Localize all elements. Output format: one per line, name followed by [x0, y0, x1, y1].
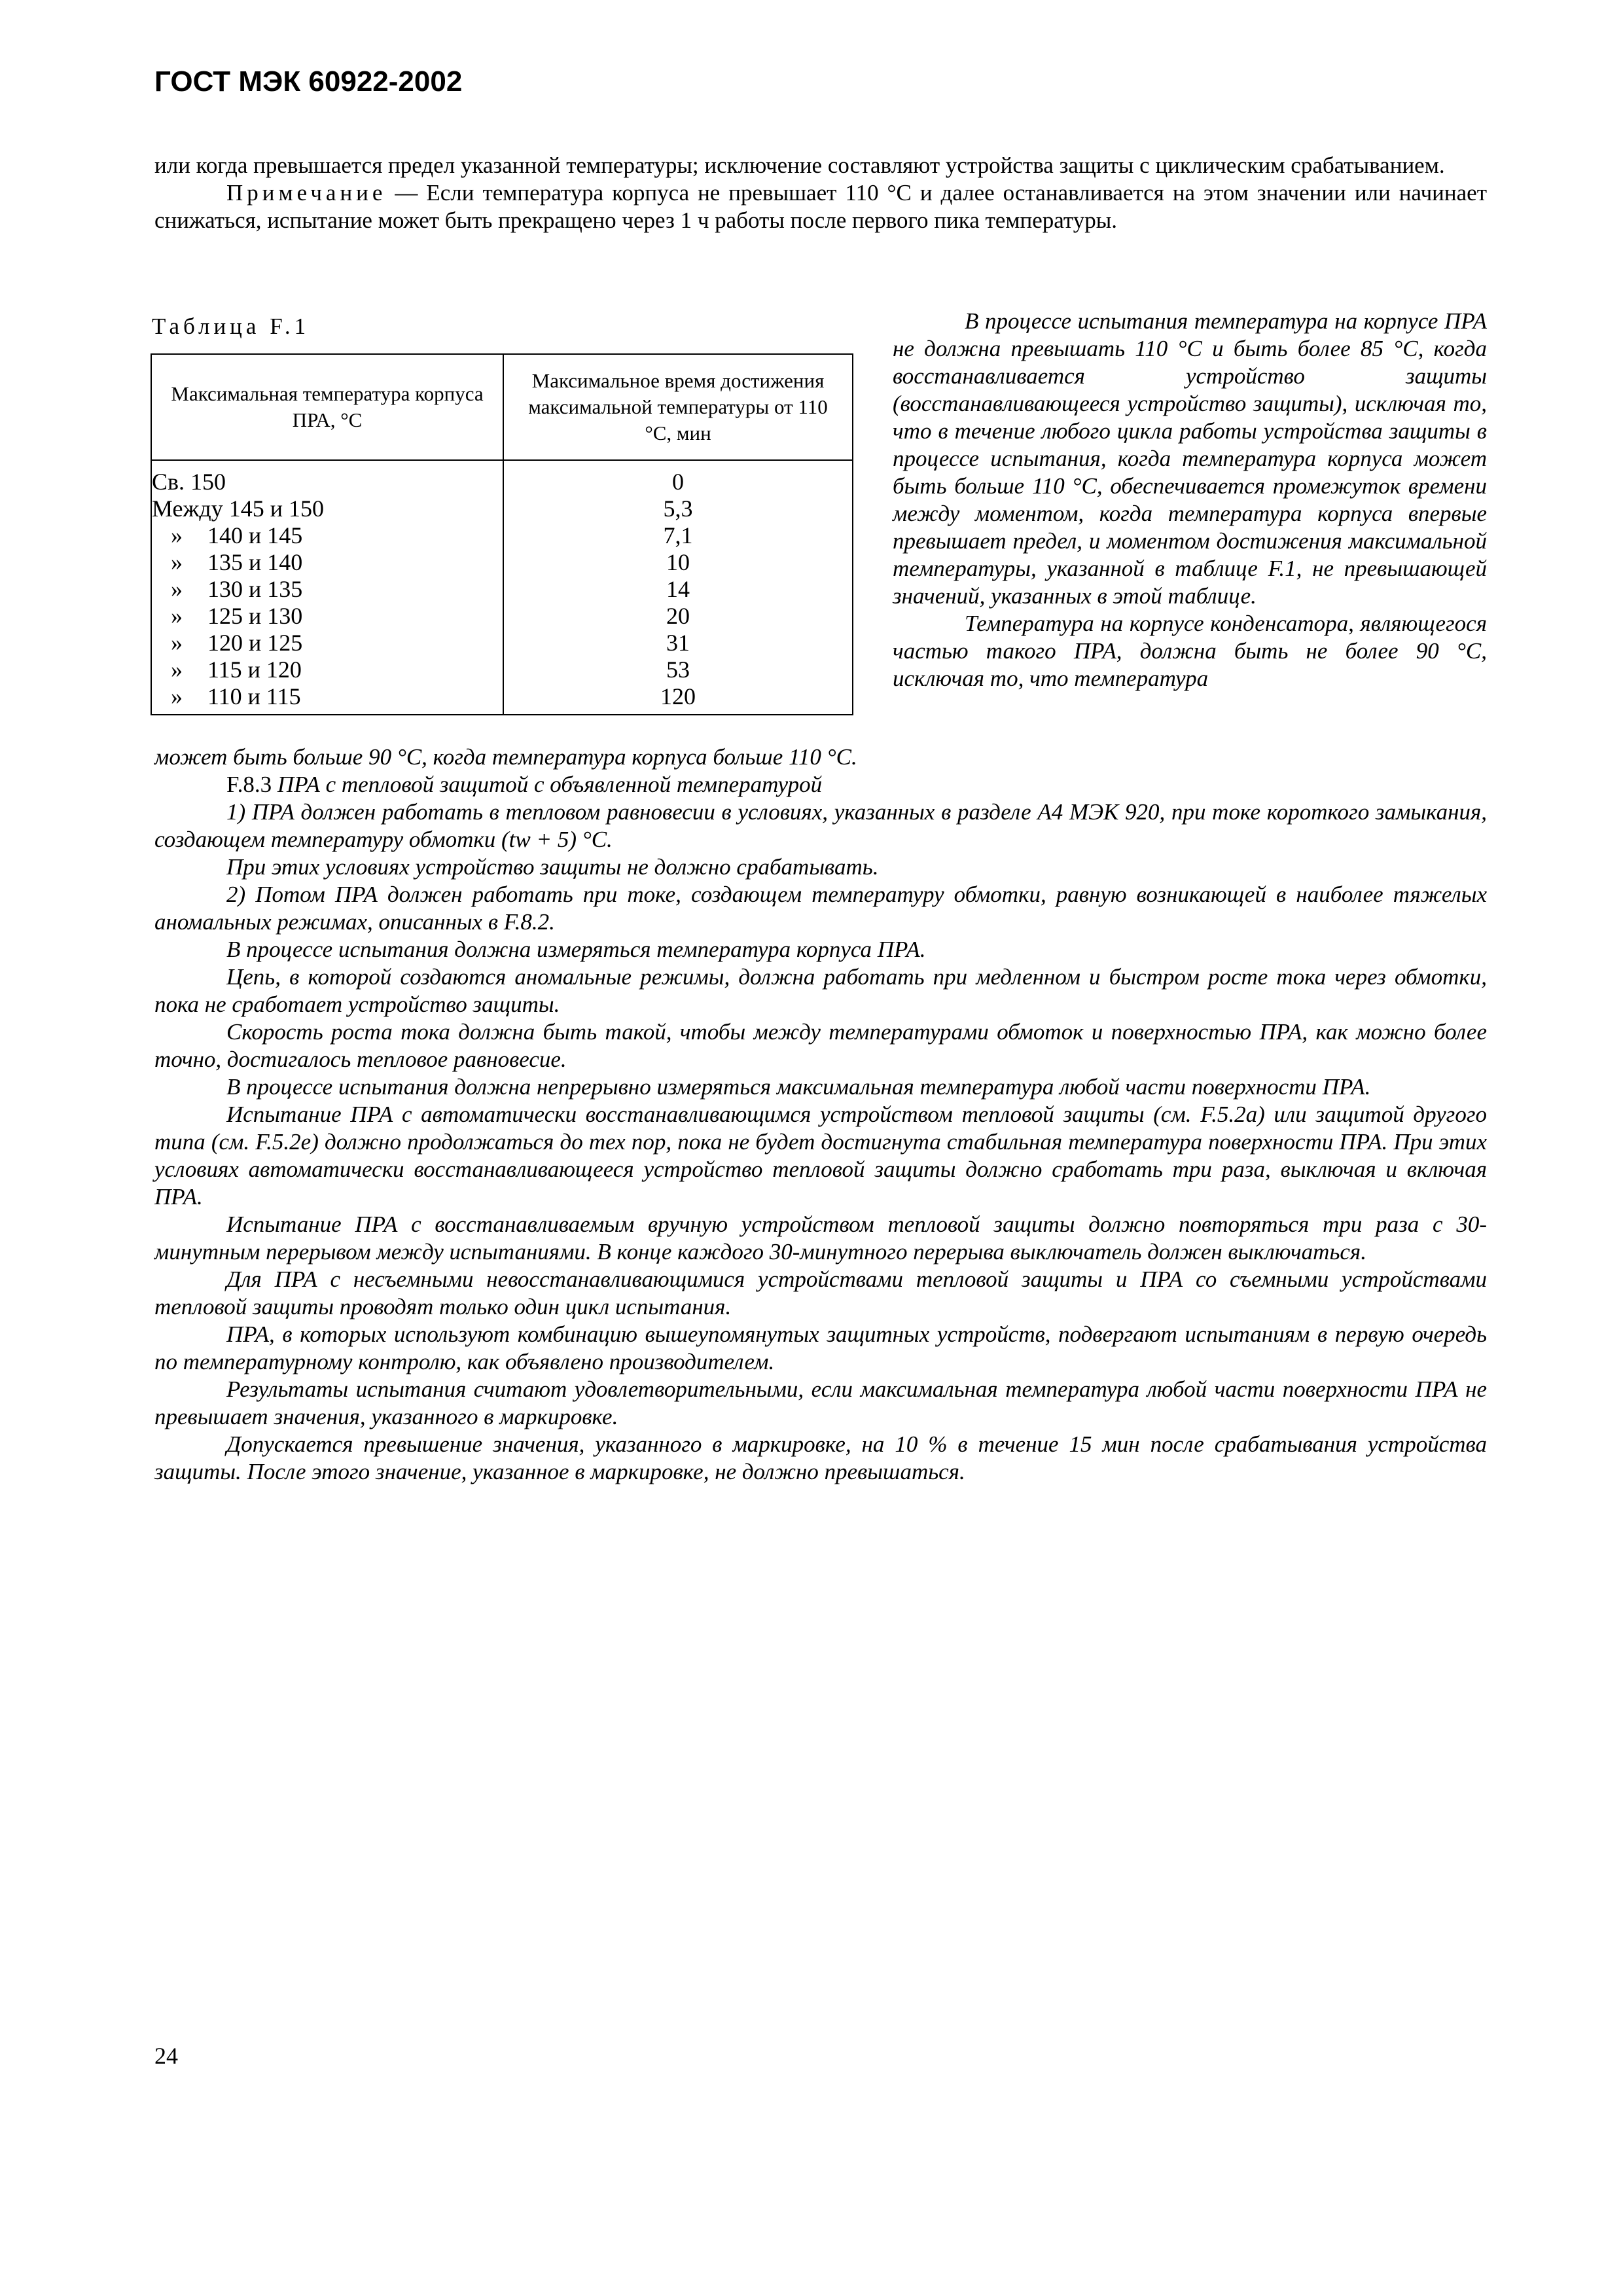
table-header-row: [151, 354, 853, 460]
table-row-label: [152, 576, 503, 603]
side-paragraph: Температура на корпусе конденсатора, являющегося частью такого ПРА, должна быть не более 90 °С, исключая то, что температура: [893, 611, 1487, 691]
side-column-text: [893, 308, 1487, 692]
table-row-value: 10: [666, 549, 690, 575]
table-row-label: [152, 549, 503, 576]
row-range: 125 и 130: [207, 603, 303, 629]
table-row-value: 20: [666, 603, 690, 629]
table-row-value: 53: [666, 656, 690, 683]
table-row-label: [152, 683, 503, 710]
row-range: 115 и 120: [207, 656, 302, 683]
table-cell-time: [503, 460, 853, 715]
row-prefix: »: [171, 522, 183, 548]
table-row-label: [152, 603, 503, 630]
row-prefix: Между: [152, 495, 223, 522]
continuation-line: может быть больше 90 °С, когда температура корпуса больше 110 °С.: [154, 744, 857, 770]
body-paragraph: При этих условиях устройство защиты не должно срабатывать.: [226, 854, 879, 880]
note-label: Примечание: [226, 180, 387, 206]
row-range: 110 и 115: [207, 683, 301, 709]
note-text: — Если температура корпуса не превышает 110 °С и далее останавливается на этом значении или начинает снижаться, испытание может быть прекращено через 1 ч работы после первого пика температуры.: [154, 180, 1487, 233]
body-paragraph: Испытание ПРА с восстанавливаемым вручную устройством тепловой защиты должно повторяться три раза с 30-минутным перерывом между испытаниями. В конце каждого 30-минутного перерыва выключатель должен выключаться.: [154, 1211, 1487, 1265]
row-prefix: »: [171, 549, 183, 575]
table-row-value: 31: [666, 630, 690, 656]
body-paragraph: В процессе испытания должна измеряться температура корпуса ПРА.: [226, 937, 926, 962]
row-prefix: »: [171, 683, 183, 709]
row-prefix: Св.: [152, 469, 185, 495]
main-text: [154, 744, 1487, 1486]
body-paragraph: Испытание ПРА с автоматически восстанавливающимся устройством тепловой защиты (см. F.5.2a) или защитой другого типа (см. F.5.2e) должно продолжаться до тех пор, пока не будет достигнута стабильная температура поверхности ПРА. При этих условиях автоматически восстанавливающееся устройство тепловой защиты должно сработать три раза, выключая и включая ПРА.: [154, 1102, 1487, 1210]
table-row-value: 14: [666, 576, 690, 602]
table-row-label: [152, 495, 503, 522]
table-row-label: [152, 469, 503, 495]
body-paragraph: Допускается превышение значения, указанного в маркировке, на 10 % в течение 15 мин после срабатывания устройства защиты. После этого значение, указанное в маркировке, не должно превышаться.: [154, 1431, 1487, 1484]
body-paragraph: 2) Потом ПРА должен работать при токе, создающем температуру обмотки, равную возникающей в наиболее тяжелых аномальных режимах, описанных в F.8.2.: [154, 882, 1487, 935]
page-number: 24: [154, 2043, 178, 2069]
body-paragraph: ПРА, в которых используют комбинацию вышеупомянутых защитных устройств, подвергают испытаниям в первую очередь по температурному контролю, как объявлено производителем.: [154, 1321, 1487, 1374]
row-range: 130 и 135: [207, 576, 303, 602]
table-row-label: [152, 630, 503, 656]
body-paragraph: В процессе испытания должна непрерывно измеряться максимальная температура любой части поверхности ПРА.: [226, 1074, 1371, 1100]
table-row-label: [152, 522, 503, 549]
row-prefix: »: [171, 656, 183, 683]
table-row-value: 5,3: [663, 495, 693, 522]
row-range: 145 и 150: [228, 495, 324, 522]
row-range: 150: [190, 469, 226, 495]
section-number: F.8.3: [226, 772, 272, 797]
intro-paragraph: или когда превышается предел указанной температуры; исключение составляют устройства защиты с циклическим срабатыванием.: [154, 152, 1445, 178]
table-row-value: 0: [672, 469, 684, 495]
body-paragraph: Результаты испытания считают удовлетворительными, если максимальная температура любой части поверхности ПРА не превышает значения, указанного в маркировке.: [154, 1376, 1487, 1429]
table-row-value: 7,1: [663, 522, 693, 548]
row-range: 135 и 140: [207, 549, 303, 575]
section-title: ПРА с тепловой защитой с объявленной температурой: [277, 772, 823, 797]
row-prefix: »: [171, 603, 183, 629]
table-row-value: 120: [660, 683, 696, 709]
body-paragraph: Цепь, в которой создаются аномальные режимы, должна работать при медленном и быстром росте тока через обмотки, пока не сработает устройство защиты.: [154, 964, 1487, 1017]
table-row-label: [152, 656, 503, 683]
document-header: ГОСТ МЭК 60922-2002: [154, 65, 463, 98]
note-paragraph: [154, 179, 1487, 234]
row-prefix: »: [171, 630, 183, 656]
table-row: [151, 460, 853, 715]
body-paragraph: Скорость роста тока должна быть такой, чтобы между температурами обмоток и поверхностью ПРА, как можно более точно, достигалось тепловое равновесие.: [154, 1019, 1487, 1072]
table-header-time: Максимальное время достижения максимальной температуры от 110 °С, мин: [503, 354, 853, 460]
body-paragraph: 1) ПРА должен работать в тепловом равновесии в условиях, указанных в разделе А4 МЭК 920, при токе короткого замыкания, создающем температуру обмотки (tw + 5) °С.: [154, 799, 1487, 852]
row-range: 140 и 145: [207, 522, 303, 548]
table-cell-temperature: [151, 460, 503, 715]
body-paragraph: Для ПРА с несъемными невосстанавливающимися устройствами тепловой защиты и ПРА со съемными устройствами тепловой защиты проводят только один цикл испытания.: [154, 1266, 1487, 1319]
table-f1: [151, 353, 853, 715]
table-caption: Таблица F.1: [152, 314, 310, 339]
intro-section: [154, 152, 1487, 234]
table-header-temperature: Максимальная температура корпуса ПРА, °С: [151, 354, 503, 460]
side-paragraph: В процессе испытания температура на корпусе ПРА не должна превышать 110 °С и быть более 85 °С, когда восстанавливается устройство защиты (восстанавливающееся устройство защиты), исключая то, что в течение любого цикла работы устройства защиты в процессе испытания, когда температура корпуса может быть больше 110 °С, обеспечивается промежуток времени между моментом, когда температура корпуса впервые превышает предел, и моментом достижения максимальной температуры, указанной в таблице F.1, не превышающей значений, указанных в этой таблице.: [893, 308, 1487, 609]
row-prefix: »: [171, 576, 183, 602]
section-heading: [154, 771, 1487, 798]
row-range: 120 и 125: [207, 630, 303, 656]
